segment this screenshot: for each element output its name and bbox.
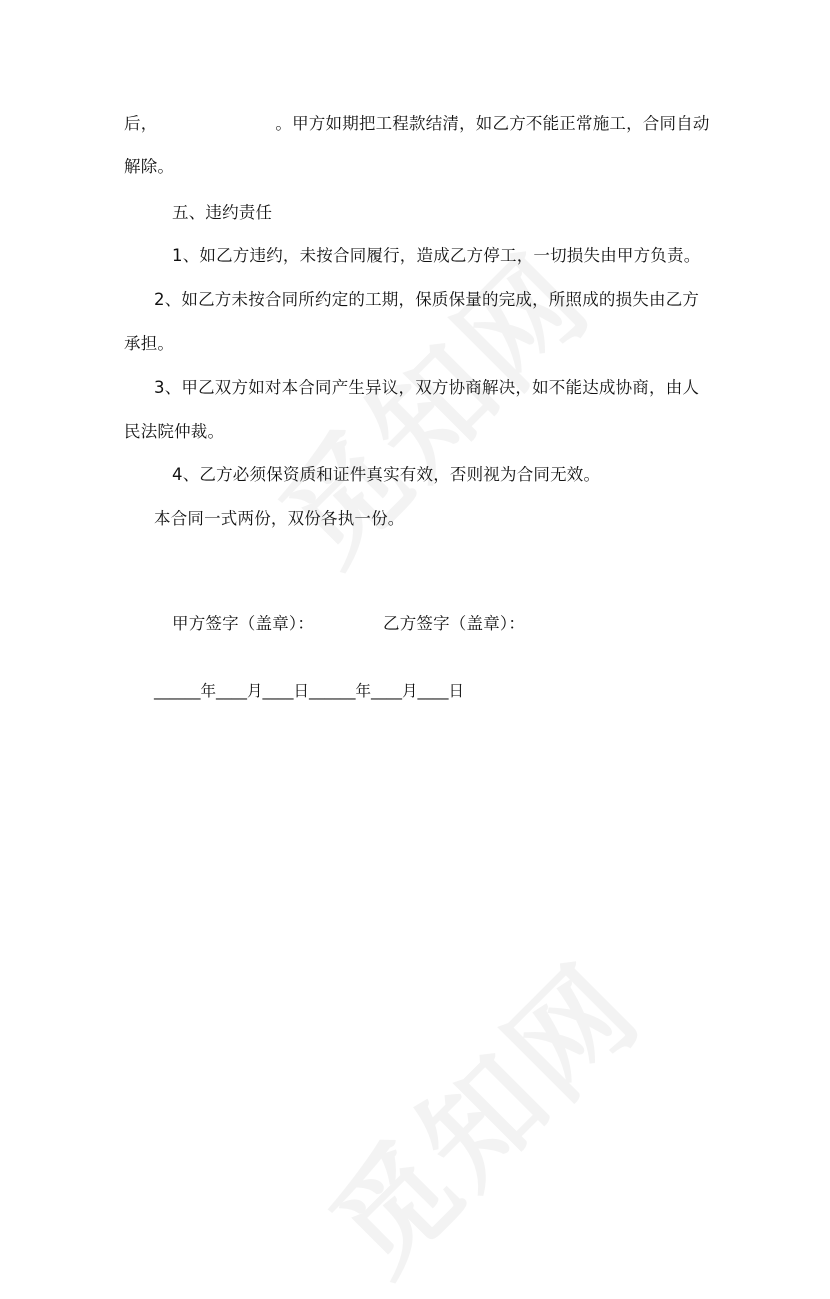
clause-item-3-line-1: 3、甲乙双方如对本合同产生异议，双方协商解决，如不能达成协商，由人 — [154, 378, 700, 397]
paragraph-line-1 — [124, 113, 710, 135]
clause-item-2-line-2: 承担。 — [124, 334, 175, 353]
clause-item-1: 1、如乙方违约，未按合同履行，造成乙方停工，一切损失由甲方负责。 — [172, 246, 701, 265]
clause-item-4: 4、乙方必须保资质和证件真实有效，否则视为合同无效。 — [172, 465, 601, 484]
signature-party-b: 乙方签字（盖章）： — [383, 614, 526, 633]
line1-suffix: 。甲方如期把工程款结清，如乙方不能正常施工，合同自动 — [275, 114, 710, 133]
section-title: 五、违约责任 — [172, 203, 273, 222]
date-line: ______年____月____日______年____月____日 — [154, 682, 465, 700]
signature-party-a: 甲方签字（盖章）： — [172, 614, 315, 633]
clause-item-3-line-2: 民法院仲裁。 — [124, 422, 225, 441]
paragraph-line-2: 解除。 — [124, 157, 175, 176]
clause-item-2-line-1: 2、如乙方未按合同所约定的工期，保质保量的完成，所照成的损失由乙方 — [154, 290, 700, 309]
line1-prefix: 后， — [124, 114, 158, 133]
watermark-bottom — [313, 946, 659, 1292]
watermark-main — [263, 236, 609, 582]
copies-statement: 本合同一式两份，双份各执一份。 — [154, 509, 405, 528]
